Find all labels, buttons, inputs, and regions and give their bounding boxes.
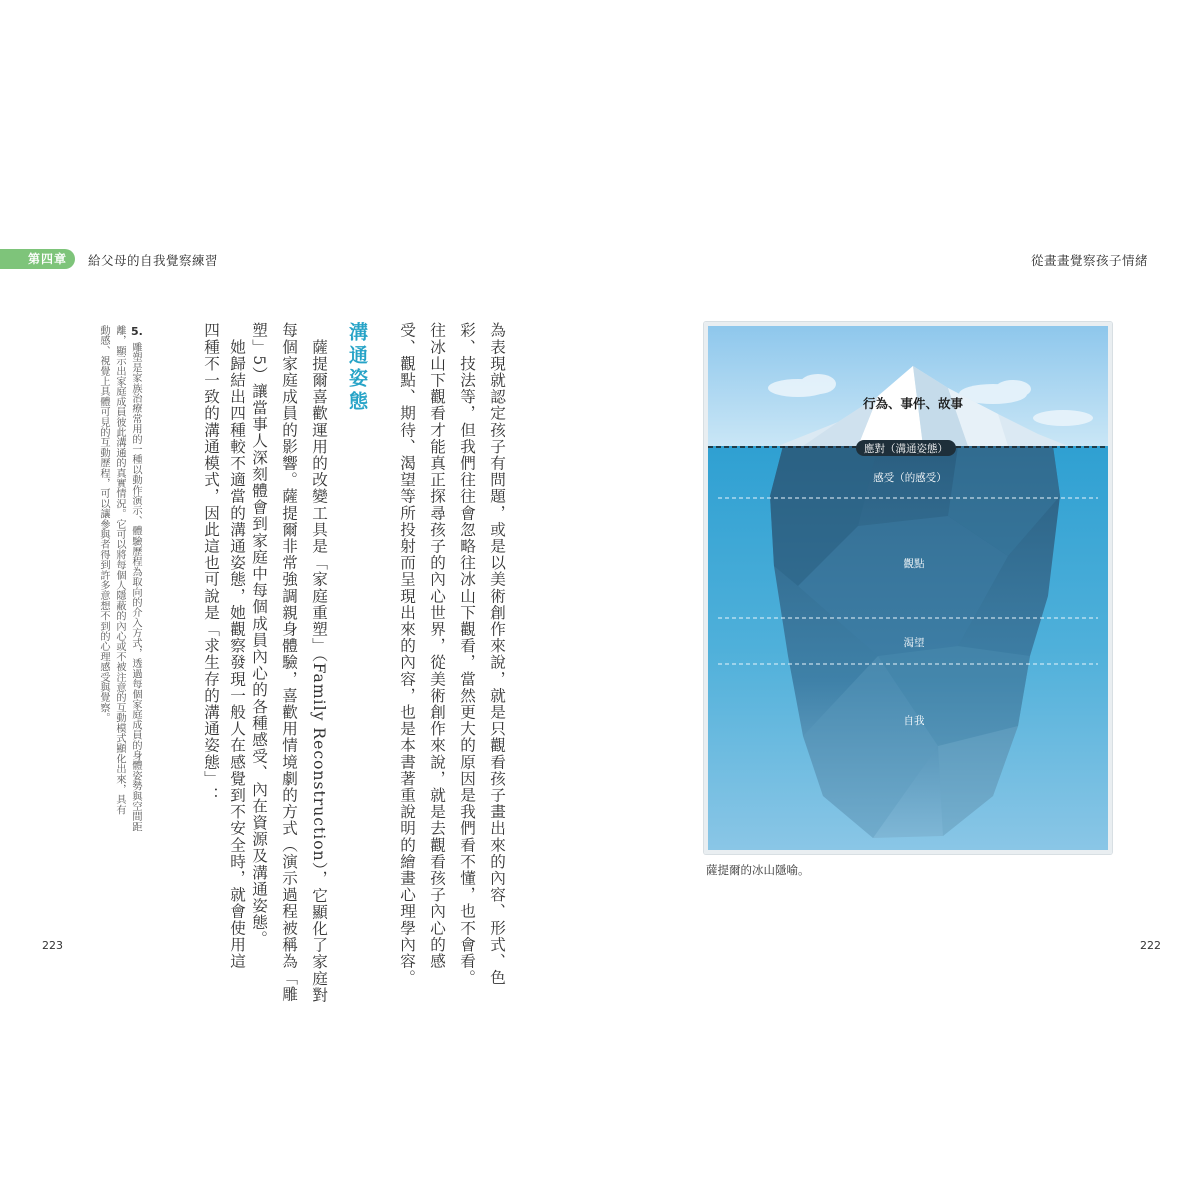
body-column: 受、觀點、期待、渴望等所投射而呈現出來的內容，也是本書著重說明的繪畫心理學內容。 bbox=[398, 322, 416, 986]
body-column: 彩、技法等，但我們往往會忽略往冰山下觀看，當然更大的原因是我們看不懂，也不會看。 bbox=[458, 322, 476, 986]
footnote-column: 雕塑是家族治療常用的一種以動作演示、體驗歷程為取向的介入方式，透過每個家庭成員的身體姿勢與空間距 bbox=[130, 342, 141, 832]
label-self: 自我 bbox=[903, 715, 925, 727]
body-column: 塑」5）讓當事人深刻體會到家庭中每個成員內心的各種感受、內在資源及溝通姿態。 bbox=[250, 322, 268, 948]
chapter-title: 給父母的自我覺察練習 bbox=[88, 253, 219, 268]
iceberg-figure bbox=[704, 322, 1112, 854]
footnote-column: 離，顯示出家庭成員彼此溝通的真實情況。它可以將每個人隱蔽的內心或不被注意的互動模式顯化出來，具有 bbox=[114, 325, 125, 815]
label-feelings: 感受（的感受） bbox=[873, 472, 947, 484]
body-column: 每個家庭成員的影響。薩提爾非常強調親身體驗，喜歡用情境劇的方式（演示過程被稱為「雕 bbox=[280, 322, 298, 1003]
page-number-right: 222 bbox=[1140, 939, 1161, 952]
running-header: 從畫畫覺察孩子情緒 bbox=[1030, 253, 1148, 268]
label-behavior: 行為、事件、故事 bbox=[862, 396, 964, 411]
body-column: 為表現就認定孩子有問題，或是以美術創作來說，就是只觀看孩子畫出來的內容、形式、色 bbox=[488, 322, 506, 986]
body-column: 薩提爾喜歡運用的改變工具是「家庭重塑」（Family Reconstruction），它顯化了家庭對 bbox=[310, 322, 328, 1004]
body-column: 四種不一致的溝通模式，因此這也可說是「求生存的溝通姿態」： bbox=[202, 322, 220, 804]
footnote-column: 動感、視覺上具體可見的互動歷程，可以讓參與者得到許多意想不到的心理感受與覺察。 bbox=[98, 325, 109, 723]
label-perceptions: 觀點 bbox=[903, 558, 925, 570]
body-column: 往冰山下觀看才能真正探尋孩子的內心世界，從美術創作來說，就是去觀看孩子內心的感 bbox=[428, 322, 446, 970]
figure-caption: 薩提爾的冰山隱喻。 bbox=[706, 863, 810, 877]
label-coping: 應對（溝通姿態） bbox=[864, 443, 948, 455]
section-heading: 溝通姿態 bbox=[346, 322, 368, 414]
footnote-number: 5. bbox=[131, 325, 143, 338]
label-yearnings: 渴望 bbox=[903, 637, 925, 649]
body-column: 她歸結出四種較不適當的溝通姿態，她觀察發現一般人在感覺到不安全時，就會使用這 bbox=[228, 322, 246, 970]
chapter-tab: 第四章 bbox=[0, 249, 75, 269]
page-number-left: 223 bbox=[42, 939, 63, 952]
